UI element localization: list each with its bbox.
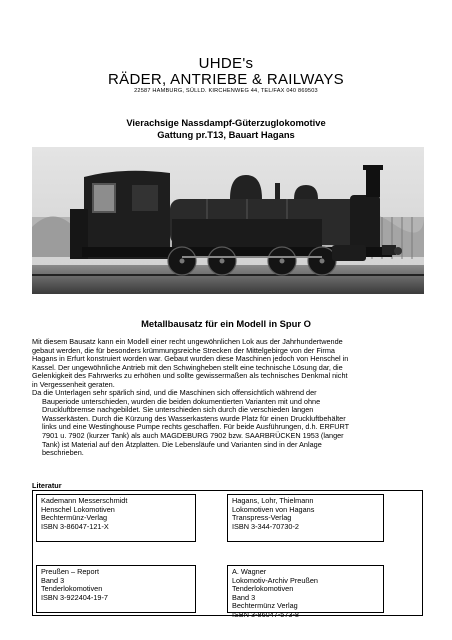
company-name-line1: UHDE's	[198, 55, 254, 72]
company-name-line2: RÄDER, ANTRIEBE & RAILWAYS	[108, 71, 344, 88]
text-line: Kassel. Der ungewöhnliche Antrieb mit den Schwingheben stellt eine technische Lösung dar, die	[32, 362, 343, 372]
reference-line: ISBN 3-86047-573-8	[232, 609, 299, 619]
document-title: Vierachsige Nassdampf-Güterzuglokomotive	[126, 117, 326, 128]
text-line: Wasserkästen. Durch die Kürzung des Wasserkastens wurde Platz für einen Druckluftbehälter	[42, 413, 346, 423]
kit-subtitle: Metallbausatz für ein Modell in Spur O	[141, 318, 311, 329]
reference-line: Bechtermünz Verlag	[232, 601, 298, 611]
reference-line: Tenderlokomotiven	[41, 584, 103, 594]
reference-line: Lokomotiv-Archiv Preußen	[232, 575, 318, 585]
literature-reference	[36, 565, 196, 613]
text-line: Bauperiode unterschieden, wurden die beiden dokumentierten Varianten mit und ohne	[42, 396, 321, 406]
reference-line: Henschel Lokomotiven	[41, 504, 115, 514]
reference-line: Transpress-Verlag	[232, 513, 292, 523]
text-line: Hagans in Erfurt konstruiert worden war. Gebaut wurden diese Maschinen jedoch von Henschel in	[32, 354, 349, 364]
text-line: 7901 u. 7902 (kurzer Tank) als auch MAGDEBURG 7902 bzw. SAARBRÜCKEN 1953 (langer	[42, 431, 344, 441]
description-paragraph	[32, 338, 424, 458]
text-line: gebaut werden, die für besonders krümmungsreiche Strecken der Mittelgebirge von der Firma	[32, 345, 335, 355]
reference-line: Lokomotiven von Hagans	[232, 504, 315, 514]
literature-reference	[227, 565, 384, 619]
text-line: in Vergessenheit geraten.	[32, 379, 115, 389]
literature-reference	[36, 494, 196, 542]
reference-line: Bechtermünz-Verlag	[41, 513, 108, 523]
text-line: Druckluftbremse nachgebildet. Sie unterschieden sich durch die verschieden langen	[42, 405, 314, 415]
text-line: Da die Unterlagen sehr spärlich sind, und die Maschinen sich offensichtlich während der	[32, 388, 317, 398]
reference-line: ISBN 3-86047-121-X	[41, 521, 109, 531]
text-line: Tank) ist Material auf den Ätzplatten. Die Lebensläufe und Varianten sind in der Anlage	[42, 439, 322, 449]
text-line: beschrieben.	[42, 448, 84, 458]
text-line: Mit diesem Bausatz kann ein Modell einer recht ungewöhnlichen Lok aus der Jahrhundertwende	[32, 337, 343, 346]
reference-line: ISBN 3-922404-19-7	[41, 592, 108, 602]
reference-line: Hagans, Lohr, Thielmann	[232, 496, 314, 505]
steam-locomotive-photo	[32, 147, 424, 294]
document-title-class: Gattung pr.T13, Bauart Hagans	[157, 129, 295, 140]
reference-line: Tenderlokomotiven	[232, 584, 294, 594]
reference-line: Kademann Messerschmidt	[41, 496, 128, 505]
reference-line: Preußen – Report	[41, 567, 100, 576]
reference-line: Band 3	[232, 592, 256, 602]
literature-reference	[227, 494, 384, 542]
reference-line: ISBN 3-344-70730-2	[232, 521, 299, 531]
company-address: 22587 HAMBURG, SÜLLD. KIRCHENWEG 44, TEL/FAX 040 869503	[134, 88, 318, 94]
text-line: links und eine Westinghouse Pumpe rechts geschaffen. Für beide Ausführungen, d.h. ERFURT	[42, 422, 350, 432]
reference-line: A. Wagner	[232, 567, 267, 576]
reference-line: Band 3	[41, 575, 65, 585]
literature-heading: Literatur	[32, 481, 62, 490]
text-line: Gelenkigkeit des Fahrwerks zu erhöhen und sollte gewissermaßen als technisches Denkmal nicht	[32, 371, 348, 381]
